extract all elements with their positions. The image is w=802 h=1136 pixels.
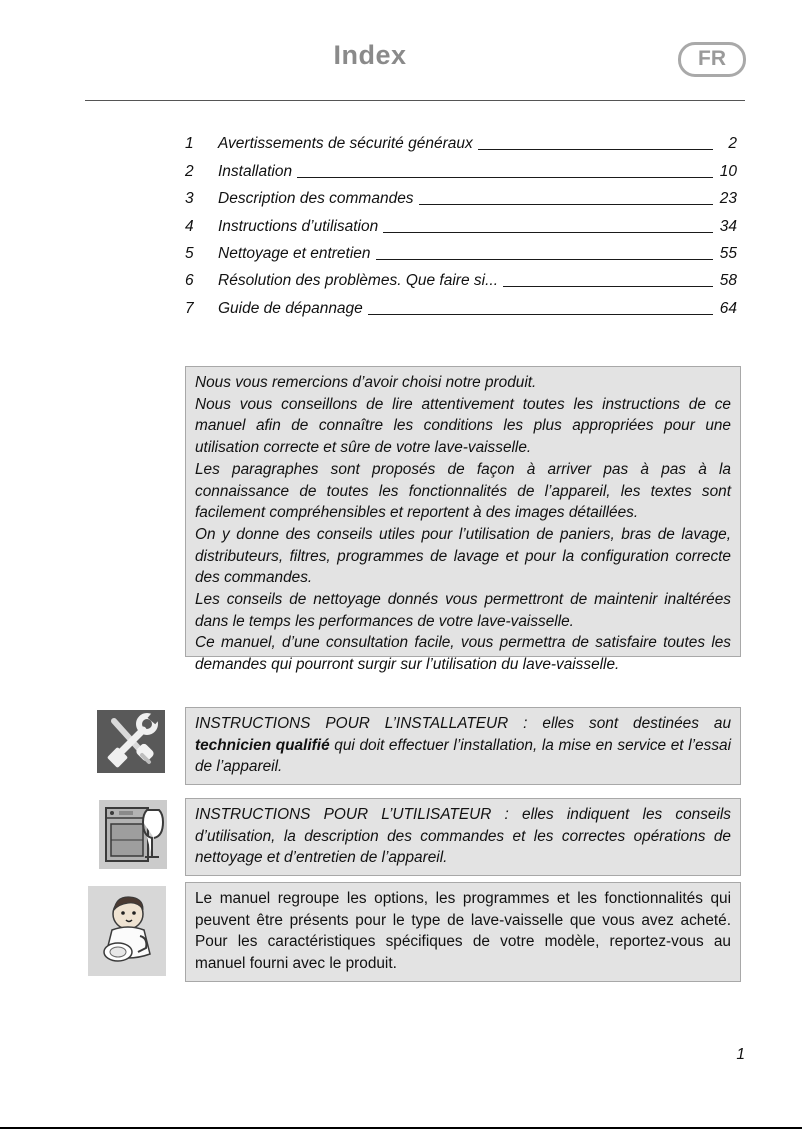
toc-leader-line [503, 286, 713, 287]
toc-number: 2 [185, 162, 194, 180]
header-divider [85, 100, 745, 101]
table-of-contents [185, 126, 737, 318]
general-note-text: Le manuel regroupe les options, les programmes et les fonctionnalités qui peuvent être présents pour le type de lave-vaisselle que vous avez acheté. Pour les caractéristiques spécifiques de votre modèle, reportez-vous au manuel fourni avec le produit. [195, 890, 731, 973]
page-number: 1 [736, 1046, 745, 1063]
toc-number: 4 [185, 217, 194, 235]
toc-label: Avertissements de sécurité généraux [218, 135, 473, 153]
general-note-box [185, 882, 741, 982]
toc-page-number: 23 [719, 190, 737, 208]
toc-label: Installation [218, 162, 293, 180]
toc-page-number: 64 [719, 299, 737, 317]
footer-divider [0, 1127, 802, 1129]
toc-row [185, 181, 737, 208]
page-title: Index [333, 40, 407, 70]
toc-page-number: 34 [719, 217, 737, 235]
toc-leader-line [419, 204, 713, 205]
intro-paragraph: Ce manuel, d’une consultation facile, vous permettra de satisfaire toutes les demandes qui pourront surgir sur l’utilisation du lave-vaisselle. [195, 634, 731, 674]
user-instructions-box [185, 798, 741, 876]
toc-number: 6 [185, 272, 194, 290]
toc-row [185, 153, 737, 180]
toc-page-number: 55 [719, 244, 737, 262]
toc-page-number: 2 [728, 135, 737, 153]
toc-row [185, 236, 737, 263]
reader-icon [88, 886, 166, 976]
bold-term: technicien qualifié [195, 736, 330, 754]
toc-row [185, 263, 737, 290]
toc-page-number: 58 [719, 272, 737, 290]
language-badge: FR [678, 42, 746, 77]
toc-number: 5 [185, 244, 194, 262]
toc-page-number: 10 [719, 162, 737, 180]
toc-label: Description des commandes [218, 190, 414, 208]
toc-number: 3 [185, 190, 194, 208]
tools-icon [97, 710, 165, 773]
installer-instructions-text: INSTRUCTIONS POUR L’INSTALLATEUR : elles sont destinées au technicien qualifié qui doit effectuer l’installation, la mise en service et l’essai de l’appareil. [195, 715, 731, 776]
intro-paragraph: Nous vous conseillons de lire attentivement toutes les instructions de ce manuel afin de connaître les conditions les plus appropriées pour une utilisation correcte et sûre de votre lave-vaisselle. [195, 395, 731, 457]
dishwasher-icon [99, 800, 167, 869]
intro-paragraph: On y donne des conseils utiles pour l’utilisation de paniers, bras de lavage, distributeurs, filtres, programmes de lavage et pour la configuration correcte des commandes. [195, 525, 731, 587]
toc-number: 7 [185, 299, 194, 317]
toc-label: Nettoyage et entretien [218, 244, 371, 262]
toc-number: 1 [185, 135, 194, 153]
toc-row [185, 290, 737, 317]
intro-paragraph: Nous vous remercions d’avoir choisi notre produit. [195, 374, 537, 391]
toc-leader-line [376, 259, 713, 260]
toc-label: Instructions d’utilisation [218, 217, 379, 235]
intro-paragraph: Les conseils de nettoyage donnés vous permettront de maintenir inaltérées dans le temps les performances de votre lave-vaisselle. [195, 591, 731, 630]
toc-row [185, 208, 737, 235]
toc-row [185, 126, 737, 153]
toc-leader-line [383, 232, 713, 233]
user-instructions-text: INSTRUCTIONS POUR L’UTILISATEUR : elles indiquent les conseils d’utilisation, la description des commandes et les correctes opérations de nettoyage et d’entretien de l’appareil. [195, 806, 731, 867]
toc-label: Guide de dépannage [218, 299, 363, 317]
toc-leader-line [478, 149, 713, 150]
intro-paragraph: Les paragraphes sont proposés de façon à arriver pas à pas à la connaissance de toutes les fonctionnalités de l’appareil, les textes sont facilement compréhensibles et reportent à des images détaillées. [195, 460, 731, 522]
installer-instructions-box [185, 707, 741, 785]
toc-label: Résolution des problèmes. Que faire si... [218, 272, 498, 290]
intro-box [185, 366, 741, 674]
toc-leader-line [297, 177, 713, 178]
toc-leader-line [368, 314, 713, 315]
